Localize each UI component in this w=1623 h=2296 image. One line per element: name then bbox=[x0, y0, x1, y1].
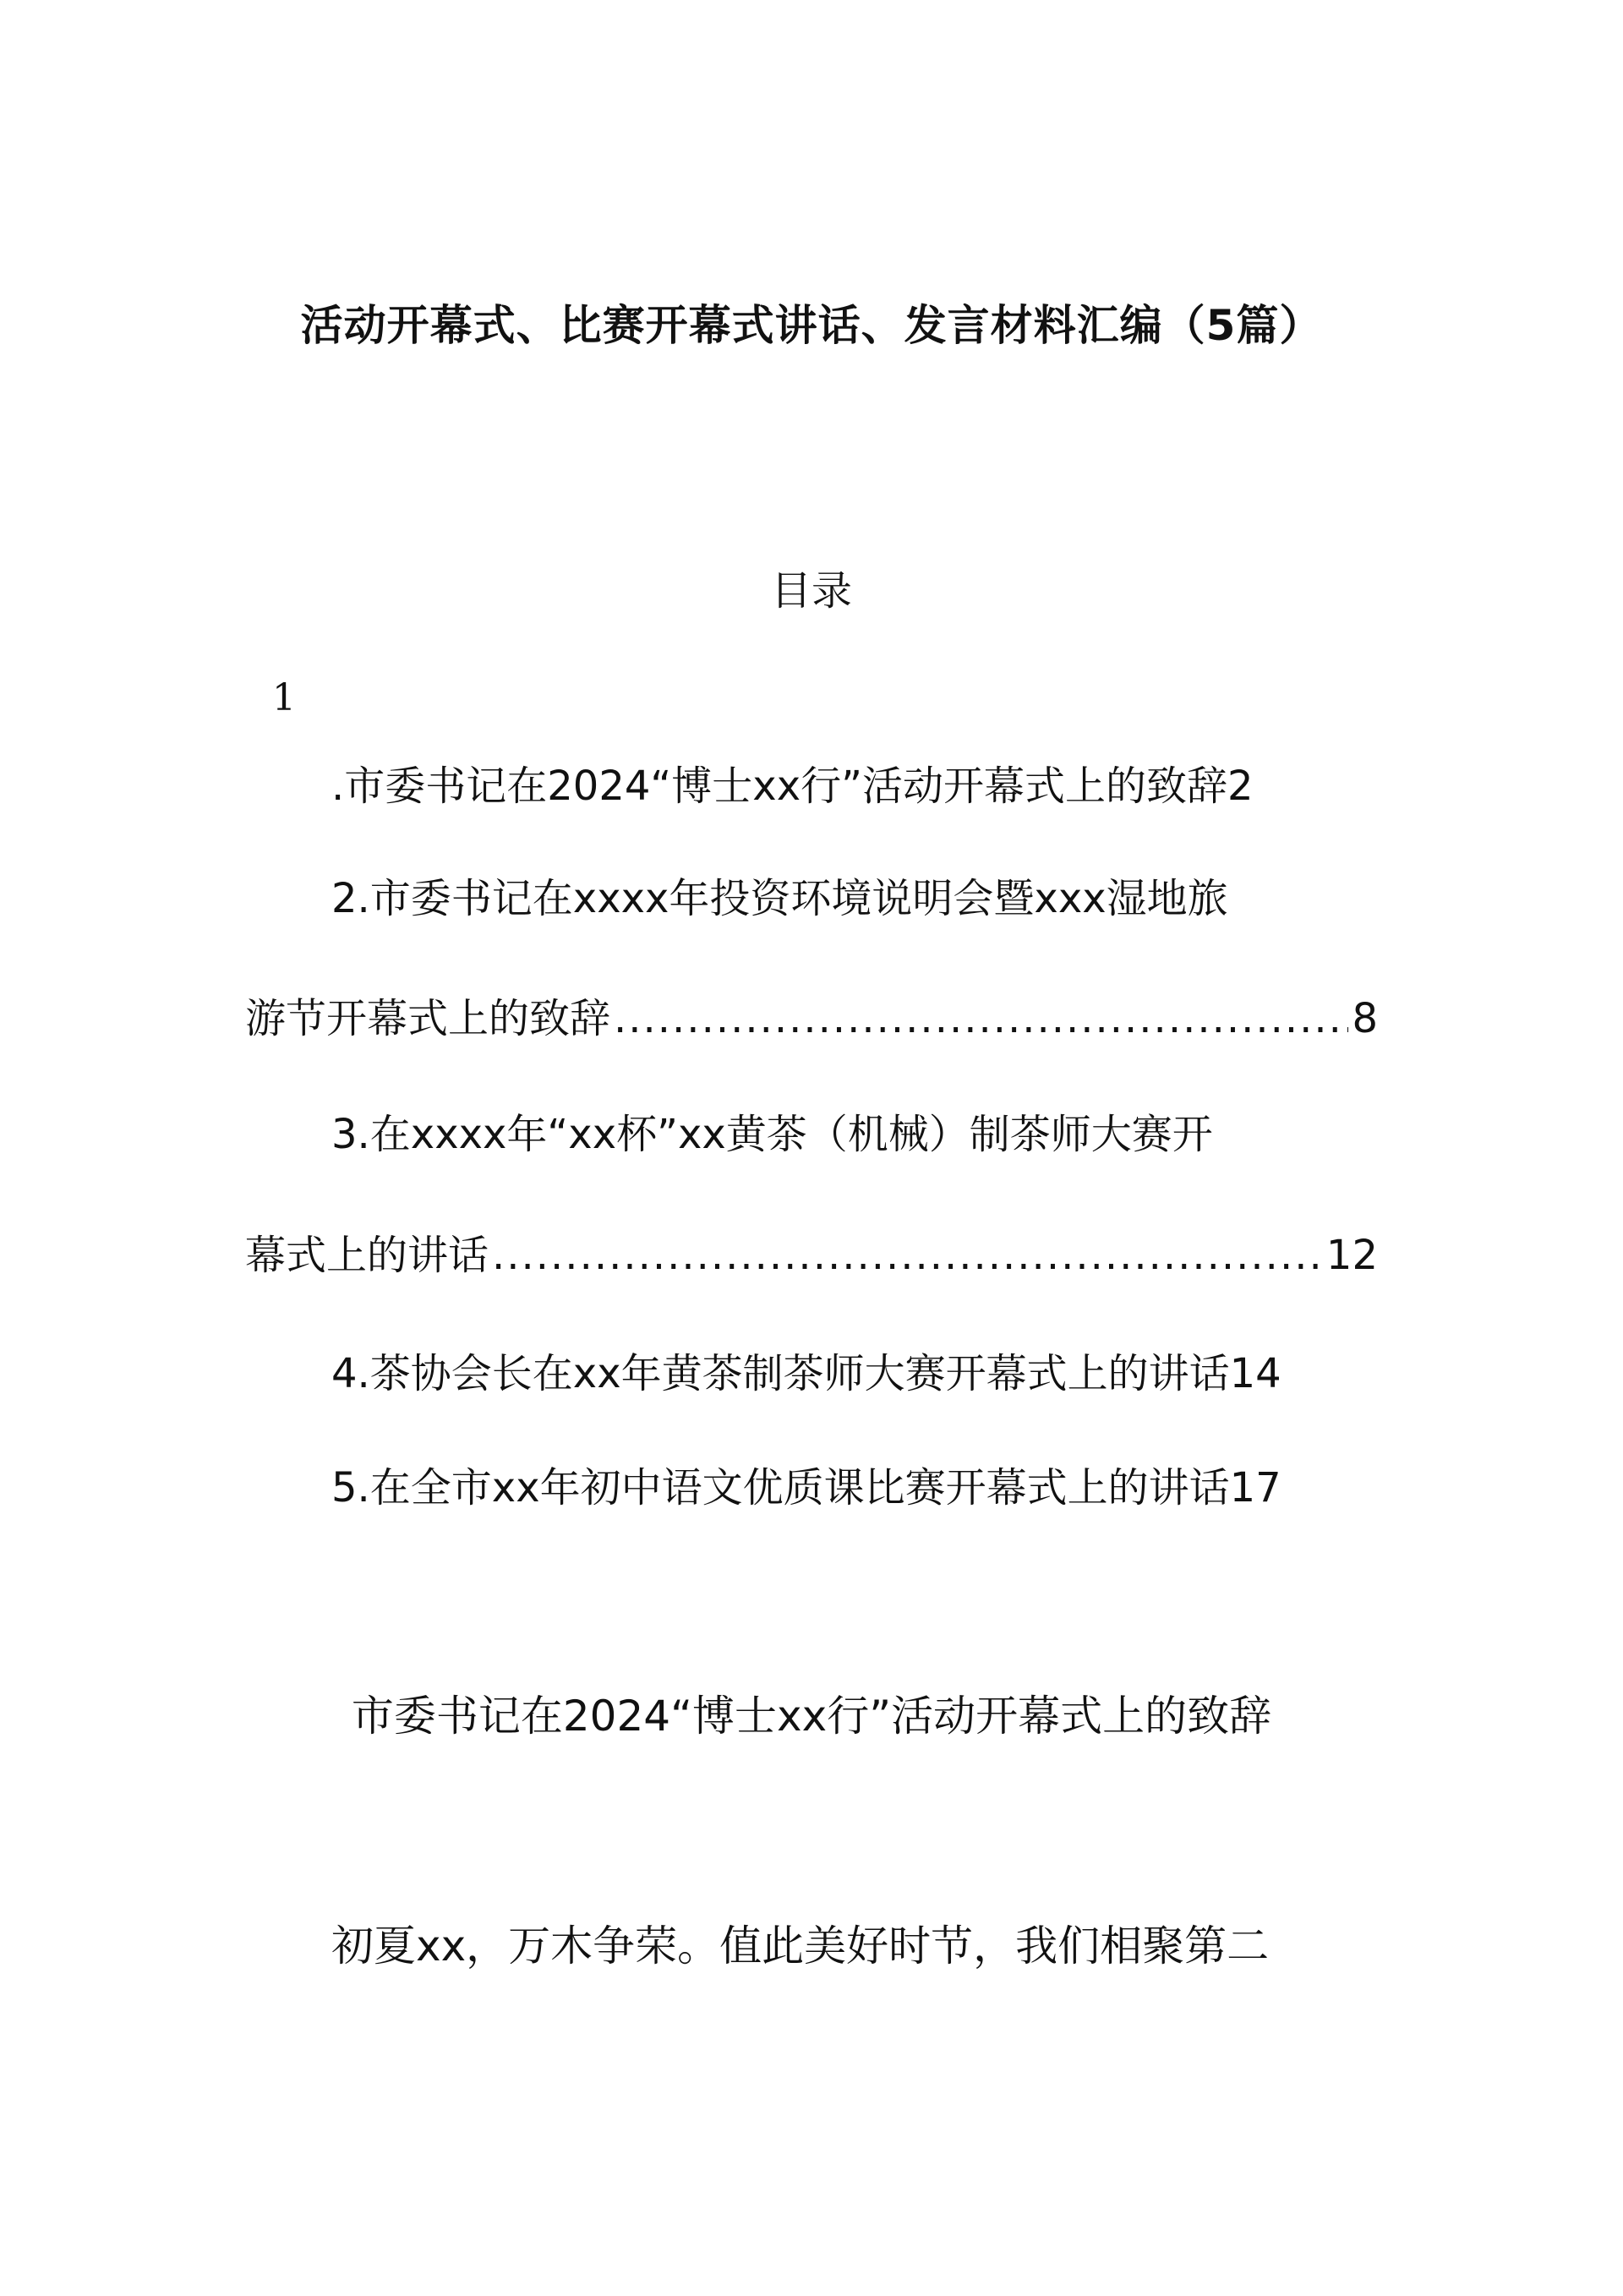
toc-item-4[interactable]: 4.茶协会长在xx年黄茶制茶师大赛开幕式上的讲话14 bbox=[331, 1350, 1281, 1397]
toc-item-2-line-2[interactable] bbox=[245, 993, 1378, 1044]
toc-item-5[interactable]: 5.在全市xx年初中语文优质课比赛开幕式上的讲话17 bbox=[331, 1464, 1281, 1512]
toc-heading: 目录 bbox=[770, 567, 852, 615]
toc-item-2-page: 8 bbox=[1352, 995, 1378, 1042]
toc-item-2-label: 游节开幕式上的致辞 bbox=[245, 995, 611, 1042]
toc-item-3-page: 12 bbox=[1325, 1232, 1378, 1279]
toc-item-2-line-1[interactable]: 2.市委书记在xxxx年投资环境说明会暨xxx湿地旅 bbox=[331, 875, 1228, 922]
toc-item-3-line-1[interactable]: 3.在xxxx年“xx杯”xx黄茶（机械）制茶师大赛开 bbox=[331, 1111, 1213, 1158]
page-marker: 1 bbox=[272, 676, 296, 719]
toc-item-3-label: 幕式上的讲话 bbox=[245, 1232, 489, 1279]
section-title: 市委书记在2024“博士xx行”活动开幕式上的致辞 bbox=[351, 1692, 1272, 1741]
toc-leader-dots bbox=[614, 993, 1348, 1044]
body-paragraph: 初夏xx，万木争荣。值此美好时节，我们相聚第二 bbox=[331, 1922, 1270, 1971]
toc-item-1[interactable]: .市委书记在2024“博士xx行”活动开幕式上的致辞2 bbox=[331, 763, 1254, 810]
document-title: 活动开幕式、比赛开幕式讲话、发言材料汇编（5篇） bbox=[300, 301, 1323, 350]
toc-item-3-line-2[interactable] bbox=[245, 1230, 1378, 1281]
toc-leader-dots bbox=[492, 1230, 1323, 1281]
